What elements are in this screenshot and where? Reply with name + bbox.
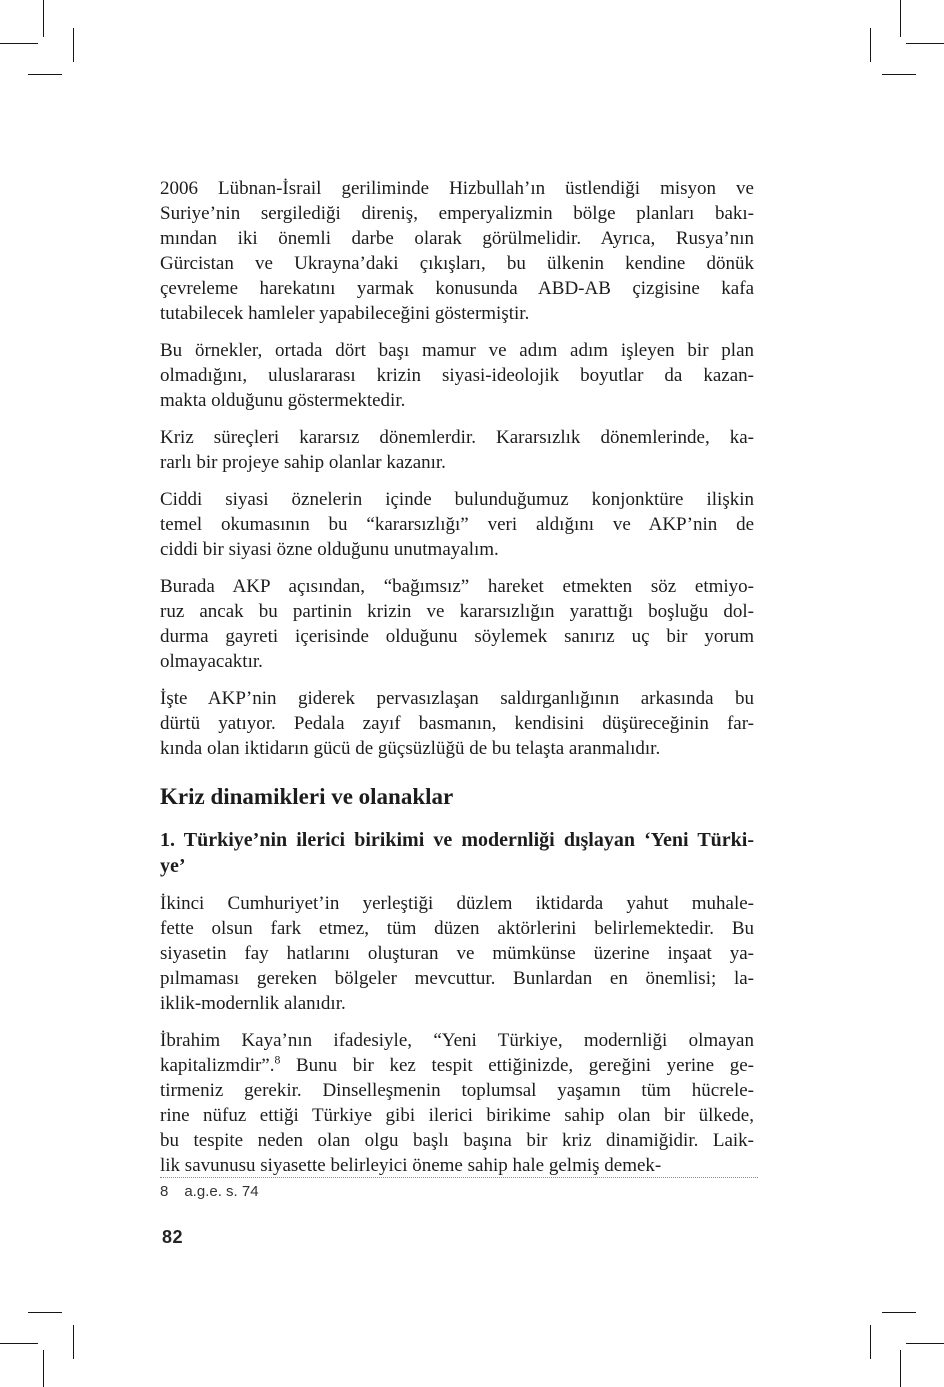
footnote-ref: 8 — [274, 1053, 281, 1067]
text-line: tutabilecek hamleler yapabileceğini göstermiştir. — [160, 303, 530, 324]
page-number: 82 — [162, 1227, 184, 1247]
text-line: Bu örnekler, ortada dört başı mamur ve adım adım işleyen bir plan — [160, 340, 754, 361]
footnote-marker: 8 — [160, 1183, 169, 1200]
text-line: ye’ — [160, 855, 186, 877]
crop-mark — [900, 1350, 901, 1387]
crop-mark — [882, 1312, 916, 1313]
paragraph — [160, 338, 754, 413]
paragraph — [160, 425, 754, 475]
text-line: çevreleme harekatını yarmak konusunda ABD-AB çizgisine kafa — [160, 278, 754, 299]
text-line: Kriz süreçleri kararsız dönemlerdir. Kararsızlık dönemlerinde, ka- — [160, 427, 754, 448]
text-line: Burada AKP açısından, “bağımsız” hareket etmekten söz etmiyo- — [160, 576, 754, 597]
paragraph — [160, 686, 754, 761]
text-line: olmadığını, uluslararası krizin siyasi-ideolojik boyutlar da kazan- — [160, 365, 754, 386]
text-line: İşte AKP’nin giderek pervasızlaşan saldırganlığının arkasında bu — [160, 688, 754, 709]
crop-mark — [28, 1312, 62, 1313]
subsection-heading — [160, 827, 754, 879]
text-line: Suriye’nin sergilediği direniş, emperyalizmin bölge planları bakı- — [160, 203, 754, 224]
text-line: temel okumasının bu “kararsızlığı” veri aldığını ve AKP’nin de — [160, 514, 754, 535]
crop-mark — [906, 43, 944, 44]
crop-mark — [0, 1343, 38, 1344]
section-heading: Kriz dinamikleri ve olanaklar — [160, 784, 454, 809]
text-line: tirmeniz gerekir. Dinselleşmenin toplumsal yaşamın tüm hücrele- — [160, 1080, 754, 1101]
text-line: dürtü yatıyor. Pedala zayıf basmanın, kendisini düşüreceğinin far- — [160, 713, 754, 734]
text-line: durma gayreti içerisinde olduğunu söylemek sanırız uç bir yorum — [160, 626, 754, 647]
text-line: mından iki önemli darbe olarak görülmelidir. Ayrıca, Rusya’nın — [160, 228, 754, 249]
crop-mark — [43, 0, 44, 37]
text-line: 2006 Lübnan-İsrail geriliminde Hizbullah’ın üstlendiği misyon ve — [160, 178, 754, 199]
text-line: makta olduğunu göstermektedir. — [160, 390, 406, 411]
crop-mark — [900, 0, 901, 37]
paragraph — [160, 176, 754, 326]
text-line: olmayacaktır. — [160, 651, 263, 672]
crop-mark — [906, 1343, 944, 1344]
text-block — [160, 176, 754, 1190]
paragraph — [160, 1028, 754, 1178]
text-line: Gürcistan ve Ukrayna’daki çıkışları, bu ülkenin kendine dönük — [160, 253, 754, 274]
crop-mark — [43, 1350, 44, 1387]
crop-mark — [73, 1325, 74, 1359]
crop-mark — [73, 28, 74, 62]
text-line: Ciddi siyasi öznelerin içinde bulunduğumuz konjonktüre ilişkin — [160, 489, 754, 510]
text-line: siyasetin fay hatlarını oluşturan ve mümkünse üzerine inşaat ya- — [160, 943, 754, 964]
crop-mark — [28, 74, 62, 75]
text-line: rarlı bir projeye sahip olanlar kazanır. — [160, 452, 446, 473]
text-line: rine nüfuz ettiği Türkiye gibi ilerici birikime sahip olan bir ülkede, — [160, 1105, 754, 1126]
text-line: İkinci Cumhuriyet’in yerleştiği düzlem iktidarda yahut muhale- — [160, 893, 754, 914]
text-line: kapitalizmdir”.$^8$ Bunu bir kez tespit ettiğinizde, gereğini yerine ge- — [160, 1053, 754, 1076]
paragraph — [160, 574, 754, 674]
text-line: ciddi bir siyasi özne olduğunu unutmayalım. — [160, 539, 499, 560]
text-line: fette olsun fark etmez, tüm düzen aktörlerini belirlemektedir. Bu — [160, 918, 754, 939]
footnote-text: a.g.e. s. 74 — [184, 1183, 259, 1200]
text-line: bu tespite neden olan olgu başlı başına bir kriz dinamiğidir. Laik- — [160, 1130, 754, 1151]
paragraph — [160, 891, 754, 1016]
footnote — [160, 1177, 758, 1200]
text-line: İbrahim Kaya’nın ifadesiyle, “Yeni Türkiye, modernliği olmayan — [160, 1030, 754, 1051]
text-line: lik savunusu siyasette belirleyici öneme sahip hale gelmiş demek- — [160, 1155, 662, 1176]
crop-mark — [882, 74, 916, 75]
paragraph — [160, 487, 754, 562]
crop-mark — [870, 28, 871, 62]
crop-mark — [0, 43, 38, 44]
text-line: iklik-modernlik alanıdır. — [160, 993, 346, 1014]
text-line: ruz ancak bu partinin krizin ve kararsızlığın yarattığı boşluğu dol- — [160, 601, 754, 622]
text-line: 1. Türkiye’nin ilerici birikimi ve modernliği dışlayan ‘Yeni Türki- — [160, 829, 754, 851]
text-line: kında olan iktidarın gücü de güçsüzlüğü de bu telaşta aranmalıdır. — [160, 738, 661, 759]
crop-mark — [870, 1325, 871, 1359]
text-line: pılmaması gereken bölgeler mevcuttur. Bunlardan en önemlisi; la- — [160, 968, 754, 989]
